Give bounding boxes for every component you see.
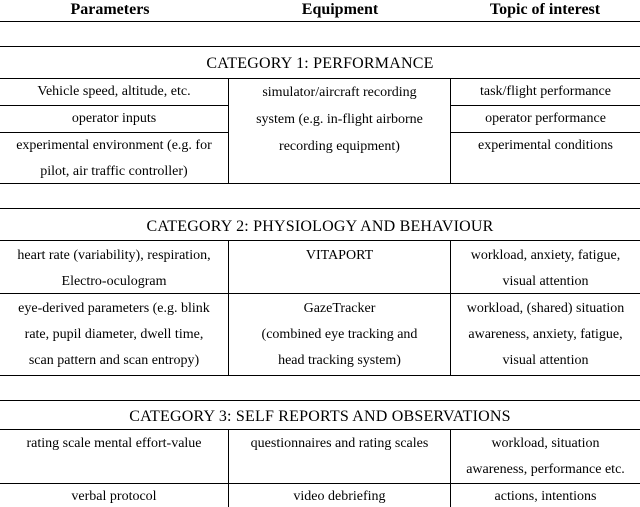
category-1-bottom-rule — [0, 183, 640, 184]
topic-cell: actions, intentions — [494, 489, 597, 504]
topic-cell: task/flight performance — [479, 84, 611, 99]
param-cell: Vehicle speed, altitude, etc. — [37, 84, 191, 99]
category-2-title: CATEGORY 2: PHYSIOLOGY AND BEHAVIOUR — [146, 218, 494, 235]
equipment-cell: questionnaires and rating scales — [250, 436, 429, 451]
category-2-title-rule — [0, 240, 640, 241]
topic-cell: operator performance — [485, 111, 606, 126]
category-3-top-rule — [0, 400, 640, 401]
param-cell: experimental environment (e.g. for pilot, air traffic controller) — [16, 138, 212, 179]
equipment-cell: GazeTracker (combined eye tracking and head tracking system) — [261, 301, 418, 368]
topic-cell: experimental conditions — [478, 138, 613, 153]
param-cell: rating scale mental effort-value — [26, 436, 202, 451]
param-cell: heart rate (variability), respiration, Electro-oculogram — [17, 248, 211, 289]
category-2-bottom-rule — [0, 375, 640, 376]
topic-cell: workload, situation awareness, performance etc. — [466, 436, 625, 477]
param-cell: eye-derived parameters (e.g. blink rate, pupil diameter, dwell time, scan pattern and scan entropy) — [18, 301, 210, 368]
equipment-cell: simulator/aircraft recording system (e.g. in-flight airborne recording equipment) — [256, 85, 423, 154]
equipment-cell: video debriefing — [293, 489, 386, 504]
column-header-topic: Topic of interest — [489, 1, 601, 18]
equipment-cell: VITAPORT — [305, 248, 374, 263]
category-3-title-rule — [0, 429, 640, 430]
column-header-parameters: Parameters — [70, 1, 150, 18]
topic-cell: workload, (shared) situation awareness, anxiety, fatigue, visual attention — [466, 301, 625, 368]
category-1-title: CATEGORY 1: PERFORMANCE — [206, 55, 434, 72]
category-2-top-rule — [0, 208, 640, 209]
param-cell: operator inputs — [71, 111, 157, 126]
category-1-top-rule — [0, 46, 640, 47]
topic-cell: workload, anxiety, fatigue, visual attention — [470, 248, 621, 289]
category-3-title: CATEGORY 3: SELF REPORTS AND OBSERVATIONS — [129, 408, 511, 425]
param-cell: verbal protocol — [71, 489, 157, 504]
column-header-equipment: Equipment — [301, 1, 379, 18]
header-rule — [0, 21, 640, 22]
